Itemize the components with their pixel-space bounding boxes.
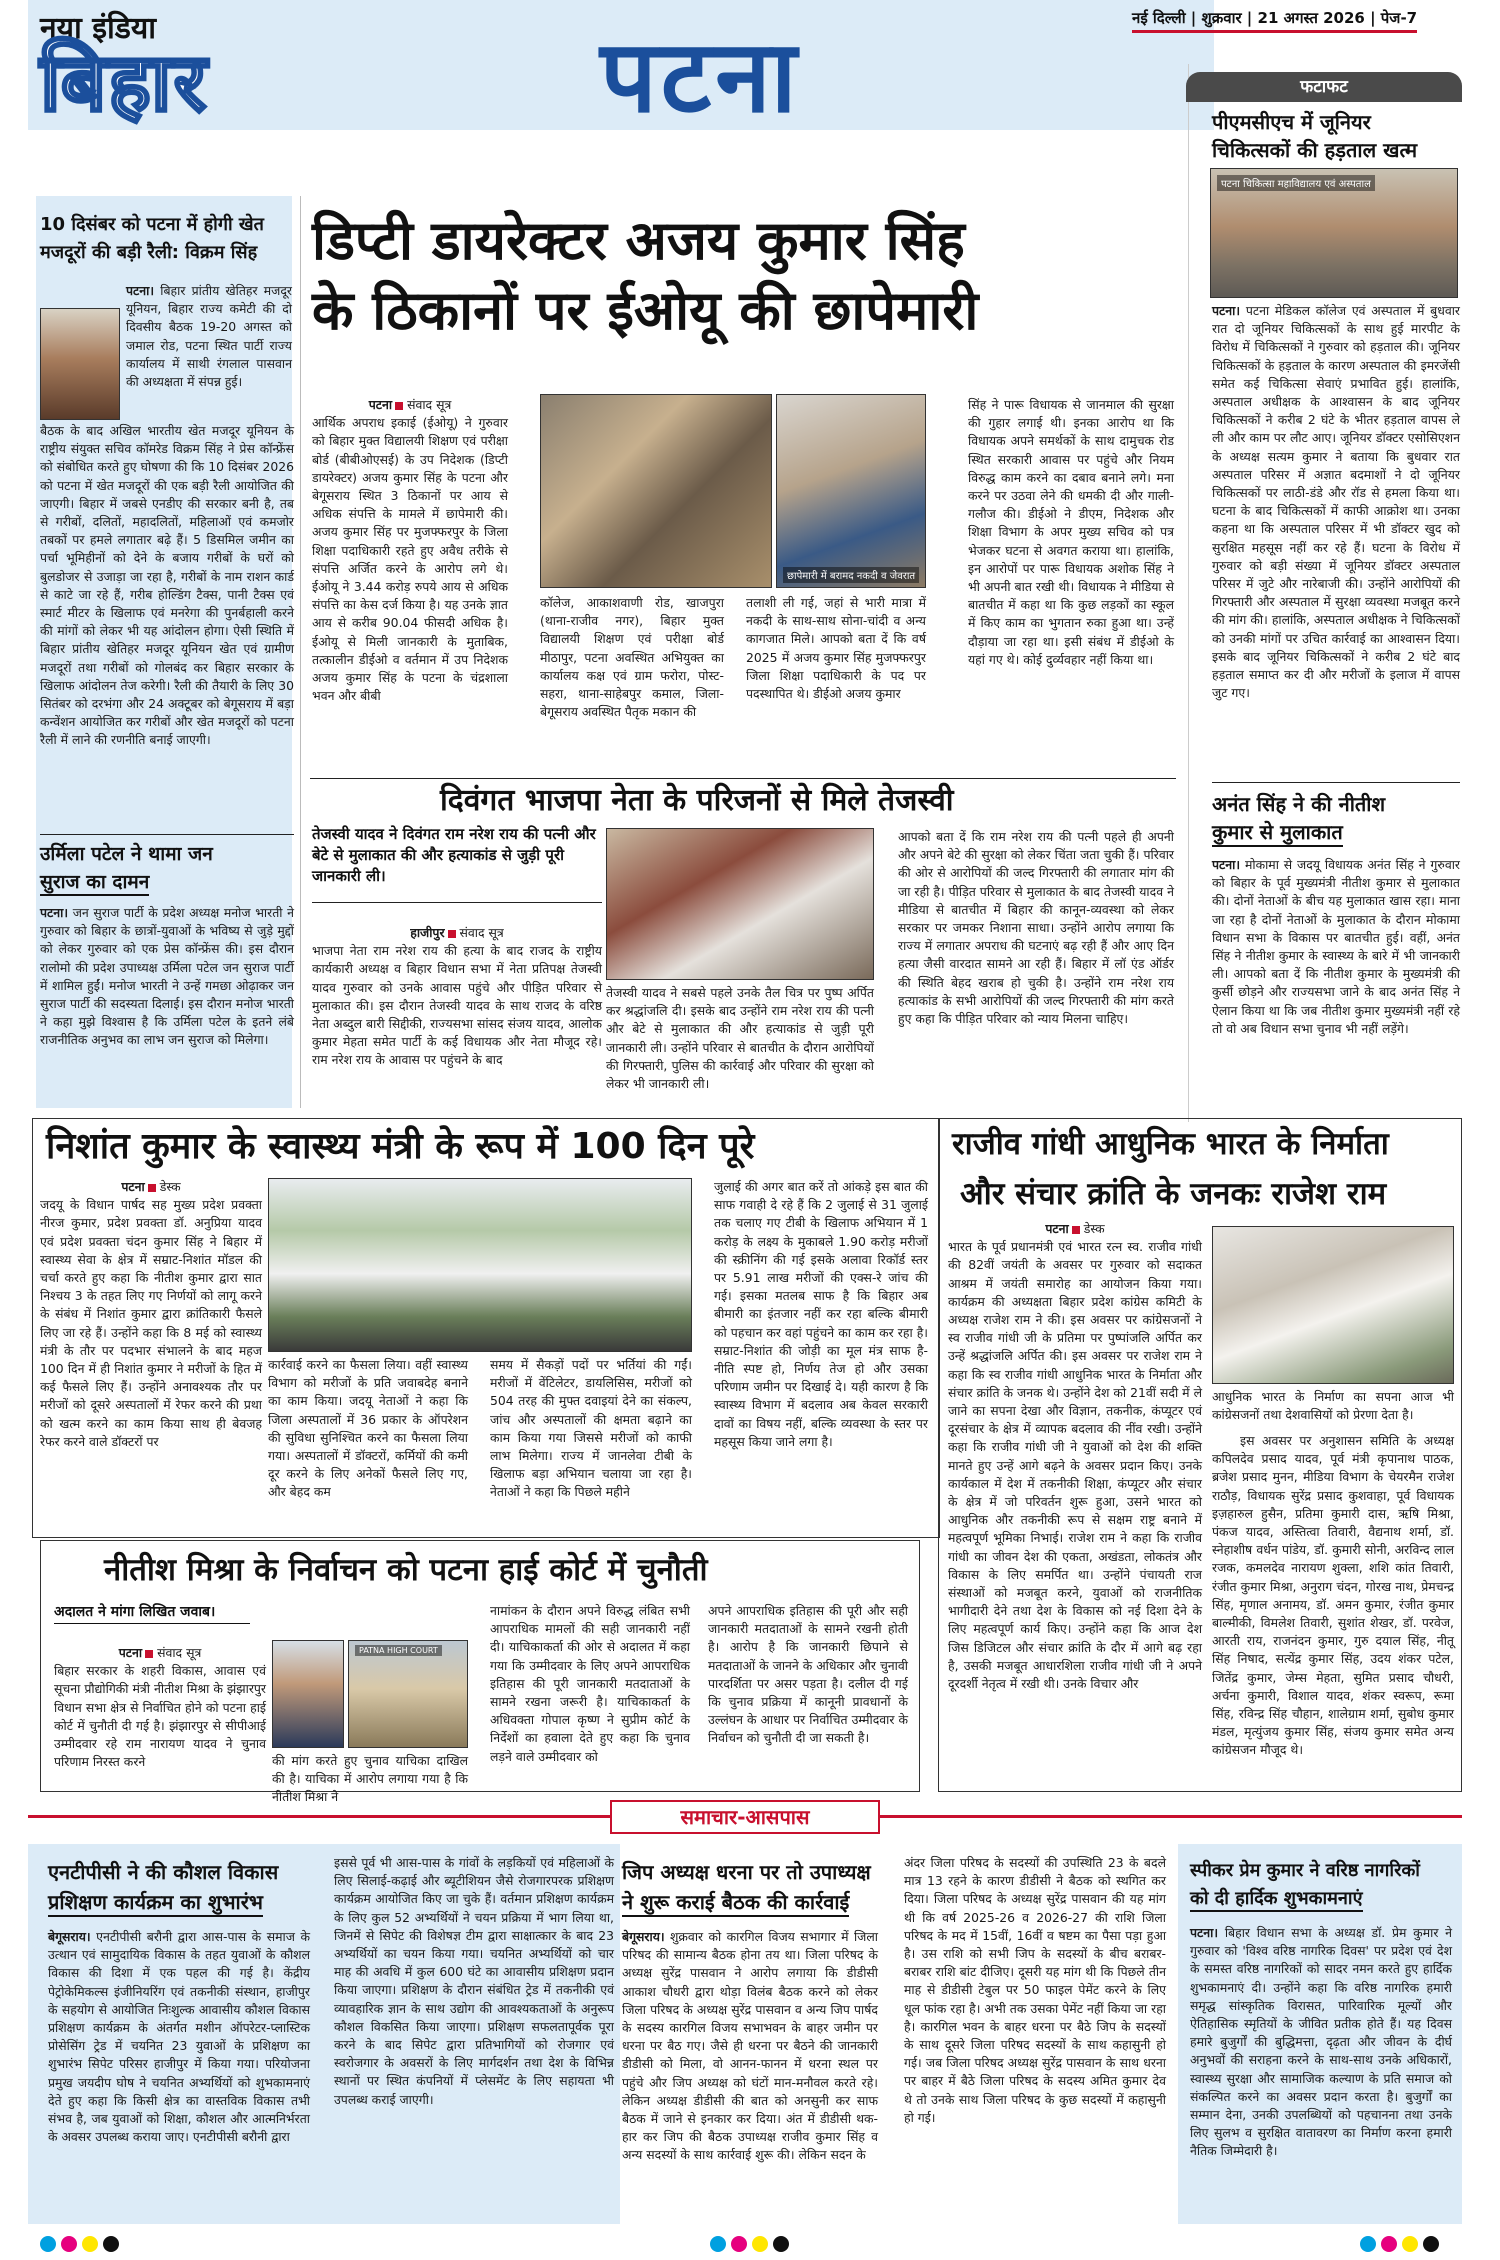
brand-state: बिहार — [40, 36, 209, 129]
lead-col-3 — [746, 594, 926, 786]
tejashwi-byline — [312, 924, 602, 942]
nishant-text-4: जुलाई की अगर बात करें तो आंकड़े इस बात की साफ गवाही दे रहे हैं कि 2 जुलाई से 31 जुलाई तक चलाए गए टीबी के खिलाफ अभियान में 1 करोड़ के लक्ष्य के मुकाबले 1.90 करोड़ मरीजों की स्क्रीनिंग की गई इसके अलावा रिकॉर्ड स्तर पर 5.91 लाख मरीजों की एक्स-रे जांच की गई। इसका मतलब साफ है कि बिहार अब बीमारी का इंतजार नहीं कर रहा बल्कि बीमारी को पहचान कर वहां पहुंचने का काम कर रहा है। सम्राट-निशांत की जोड़ी का मूल मंत्र साफ है-नीति स्पष्ट हो, निर्णय तेज हो और उसका परिणाम जमीन पर दिखाई दे। यही कारण है कि स्वास्थ्य विभाग में बदलाव अब केवल सरकारी दावों का विषय नहीं, बल्कि व्यवस्था के स्तर पर महसूस किया जाने लगा है। — [714, 1179, 928, 1449]
nishant-col-2 — [268, 1356, 468, 1532]
rally-text: बैठक के बाद अखिल भारतीय खेत मजदूर यूनियन के राष्ट्रीय संयुक्त सचिव कॉमरेड विक्रम सिंह ने प्रेस कॉन्फ्रेंस को संबोधित करते हुए घोषणा की कि 10 दिसंबर 2026 को पटना में खेत मजदूरों की एक बड़ी रैली आयोजित की जाएगी। बिहार में जबसे एनडीए की सरकार बनी है, तब से गरीबों, दलितों, महादलितों, महिलाओं एवं कमजोर तबकों पर हमले लगातार बढ़े हैं। 5 डिसमिल जमीन का पर्चा भूमिहीनों को देने के बजाय गरीबों के घरों को बुलडोजर से उजाड़ा जा रहा है, गरीबों के नाम राशन कार्ड से काटे जा रहे हैं, गरीब होल्डिंग टैक्स, पानी टैक्स एवं स्मार्ट मीटर के खिलाफ एवं मनरेगा की पुनर्बहाली करने की मांगों को लेकर भी यह आंदोलन होगा। ऐसी स्थिति में बिहार प्रांतीय खेतिहर मजदूर यूनियन खेत एवं ग्रामीण मजदूरों तथा गरीबों को गोलबंद कर बिहार सरकार के खिलाफ आंदोलन तेज करेगी। रैली की तैयारी के लिए 30 सितंबर को दरभंगा और 24 अक्टूबर को बेगूसराय में बड़ा कन्वेंशन आयोजित कर गरीबों और खेत मजदूरों को पटना रैली में लाने की रणनीति बनाई जाएगी। — [40, 423, 294, 748]
nishant-byline — [40, 1178, 262, 1196]
zila-text-2: अंदर जिला परिषद के सदस्यों की उपस्थिति 23 के बदले मात्र 13 रहने के कारण डीडीसी ने बैठक को स्थगित कर दिया। जिला परिषद के अध्यक्ष सुरेंद्र पासवान की यह मांग थी कि वर्ष 2025-26 व 2026-27 की राशि जिला परिषद के मद में 15वीं, 16वीं व षष्टम का पैसा पड़ा हुआ है। उस राशि को सभी जिप के सदस्यों के बीच बराबर-बराबर राशि बांट दीजिए। दूसरी यह मांग थी कि पिछले तीन माह से डीडीसी टेबुल पर 50 फाइल पेमेंट करने के लिए धूल फांक रहा है। अभी तक उसका पेमेंट नहीं किया जा रहा है। कारगिल भवन के बाहर धरना पर बैठे जिप के सदस्यों के साथ दूसरे जिला परिषद सदस्यों के साथ कहासुनी हो गई। जब जिला परिषद अध्यक्ष सुरेंद्र पासवान के साथ धरना पर बाहर में बैठे जिला परिषद के सदस्य अमित कुमार देव थे तो उनके साथ जिला परिषद के कुछ सदस्यों में कहासुनी हो गई। — [904, 1855, 1166, 2125]
urmila-body — [40, 904, 294, 1104]
nishant-col-1 — [40, 1178, 262, 1532]
rajiv-byline — [948, 1220, 1202, 1238]
mishra-photo-caption: PATNA HIGH COURT — [355, 1645, 442, 1656]
nishant-dateline: पटना — [121, 1179, 145, 1194]
registration-marks-left — [40, 2236, 124, 2256]
fatafat-photo — [1210, 168, 1458, 298]
mishra-col-2 — [490, 1602, 690, 1788]
lead-col-2 — [540, 594, 724, 786]
nishant-col-3 — [490, 1356, 692, 1532]
zila-col-1 — [622, 1928, 878, 2220]
urmila-headline-2: सुराज का दामन — [40, 868, 149, 896]
mishra-source: संवाद सूत्र — [157, 1645, 202, 1660]
speaker-body — [1190, 1924, 1452, 2220]
rally-body — [40, 422, 294, 832]
tejashwi-deck-rule — [312, 902, 602, 903]
nishant-col-4 — [714, 1178, 928, 1532]
rajiv-col-2-top — [1212, 1388, 1454, 1428]
lead-photo-2 — [776, 394, 926, 588]
rajiv-col-1 — [948, 1220, 1202, 1788]
rally-body-top — [126, 282, 292, 420]
rally-dateline: पटना। — [126, 283, 155, 298]
mishra-photo-court — [348, 1640, 468, 1748]
mishra-headline: नीतीश मिश्रा के निर्वाचन को पटना हाई कोर्ट में चुनौती — [104, 1552, 708, 1588]
anant-headline-2: कुमार से मुलाकात — [1212, 818, 1343, 847]
rally-text-top: बिहार प्रांतीय खेतिहर मजदूर यूनियन, बिहार राज्य कमेटी की दो दिवसीय बैठक 19-20 अगस्त को जमाल रोड, पटना स्थित पार्टी राज्य कार्यालय में साथी रंगलाल पासवान की अध्यक्षता में संपन्न हुई। — [126, 283, 292, 390]
speaker-text: बिहार विधान सभा के अध्यक्ष डॉ. प्रेम कुमार ने गुरुवार को 'विश्व वरिष्ठ नागरिक दिवस' पर प्रदेश एवं देश के समस्त वरिष्ठ नागरिकों को सादर नमन करते हुए हार्दिक शुभकामनाएं दी। उन्होंने कहा कि वरिष्ठ नागरिक हमारी समृद्ध सांस्कृतिक विरासत, पारिवारिक मूल्यों और ऐतिहासिक स्मृतियों के जीवित प्रतीक होते हैं। यह दिवस हमारे बुजुर्गों की बुद्धिमत्ता, दृढ़ता और जीवन के दीर्घ अनुभवों की सराहना करने के साथ-साथ उनके अधिकारों, स्वास्थ्य सुरक्षा और सामाजिक कल्याण के प्रति समाज को संकल्पित करने का अवसर प्रदान करता है। बुजुर्गों का सम्मान देना, उनकी उपलब्धियों को पहचानना तथा उनके लिए सुलभ व सुरक्षित वातावरण का निर्माण करना हमारी नैतिक जिम्मेदारी है। — [1190, 1925, 1452, 2159]
tejashwi-col-1 — [312, 924, 602, 1114]
tejashwi-text-3: आपको बता दें कि राम नरेश राय की पत्नी पहले ही अपनी और अपने बेटे की सुरक्षा को लेकर चिंता जता चुकी हैं। परिवार की ओर से आरोपियों की जल्द गिरफ्तारी की लगातार मांग की जा रही है। पीड़ित परिवार से मुलाकात के बाद तेजस्वी यादव ने मीडिया से बातचीत में बिहार की कानून-व्यवस्था को लेकर सरकार पर जमकर निशाना साधा। उन्होंने आरोप लगाया कि राज्य में लगातार अपराध की घटनाएं बढ़ रही हैं और आए दिन हत्या जैसी वारदात सामने आ रही हैं। बिहार में लॉ एंड ऑर्डर की स्थिति बेहद खराब हो चुकी है। उन्होंने राम नरेश राय हत्याकांड के सभी आरोपियों की जल्द गिरफ्तारी की मांग करते हुए कहा कि पीड़ित परिवार को न्याय मिलना चाहिए। — [898, 829, 1174, 1027]
mishra-text-3: अपने आपराधिक इतिहास की पूरी और सही जानकारी मतदाताओं के सामने रखनी होती है। आरोप है कि जानकारी छिपाने से मतदाताओं के जानने के अधिकार और चुनावी पारदर्शिता पर असर पड़ता है। दलील दी गई कि चुनाव प्रक्रिया में कानूनी प्रावधानों के उल्लंघन के आधार पर निर्वाचित उम्मीदवार के निर्वाचन को चुनौती दी जा सकती है। — [708, 1603, 908, 1746]
rajiv-headline-1: राजीव गांधी आधुनिक भारत के निर्माता — [952, 1126, 1389, 1162]
urmila-headline-1: उर्मिला पटेल ने थामा जन — [40, 843, 213, 865]
fatafat-headline-1: पीएमसीएच में जूनियर — [1212, 110, 1371, 134]
ntpc-headline-2: प्रशिक्षण कार्यक्रम का शुभारंभ — [48, 1888, 263, 1917]
mishra-dateline: पटना — [118, 1645, 143, 1660]
dateline: नई दिल्ली | शुक्रवार | 21 अगस्त 2026 | पेज-7 — [1132, 8, 1417, 33]
lead-headline-2: के ठिकानों पर ईओयू की छापेमारी — [312, 279, 979, 342]
rally-photo — [40, 308, 120, 420]
tejashwi-source: संवाद सूत्र — [459, 925, 504, 940]
rajiv-photo — [1212, 1226, 1454, 1384]
mishra-text-1b: की मांग करते हुए चुनाव याचिका दाखिल की है। याचिका में आरोप लगाया गया है कि नीतीश मिश्रा ने — [272, 1753, 468, 1805]
nishant-source: डेस्क — [159, 1179, 181, 1194]
zila-text-1: शुक्रवार को कारगिल विजय सभागार में जिला परिषद की सामान्य बैठक होना तय था। जिला परिषद के अध्यक्ष सुरेंद्र पासवान ने आरोप लगाया कि डीडीसी आकाश चौधरी द्वारा थोड़ा विलंब बैठक करने को लेकर जिला परिषद के अध्यक्ष सुरेंद्र पासवान व अन्य जिप पार्षद के सदस्य कारगिल विजय सभाभवन के बाहर जमीन पर धरना पर बैठ गए। जैसे ही धरना पर बैठने की जानकारी डीडीसी को मिला, वो आनन-फानन में धरना स्थल पर पहुंचे और जिप अध्यक्ष को घंटों मान-मनौवल करते रहे। लेकिन अध्यक्ष डीडीसी की बात को अनसुनी कर साफ बैठक में जाने से इनकार कर दिया। अंत में डीडीसी थक-हार कर जिप की बैठक उपाध्यक्ष राजीव कुमार सिंह व अन्य सदस्यों के साथ कार्रवाई शुरू की। लेकिन सदन के — [622, 1929, 878, 2163]
ntpc-col-1 — [48, 1928, 310, 2220]
nishant-text-1: जदयू के विधान पार्षद सह मुख्य प्रदेश प्रवक्ता नीरज कुमार, प्रदेश प्रवक्ता डॉ. अनुप्रिया यादव एवं प्रदेश प्रवक्ता चंदन कुमार सिंह ने बिहार में स्वास्थ्य सेवा के क्षेत्र में सम्राट-निशांत मॉडल की चर्चा करते हुए कहा कि नीतीश कुमार द्वारा सात निश्चय 3 के तहत लिए गए निर्णयों को लागू करने के संबंध में निशांत कुमार द्वारा क्रांतिकारी फैसले लिए जा रहे हैं। उन्होंने कहा कि 8 मई को स्वास्थ्य मंत्री के तौर पर पदभार संभालने के बाद महज 100 दिन में ही निशांत कुमार ने मरीजों के हित में कई फैसले लिए हैं। उन्होंने अनावश्यक तौर पर मरीजों को दूसरे अस्पतालों में रेफर करने की प्रथा को खत्म करने का काम किया साथ ही बेवजह रेफर करने वाले डॉक्टरों पर — [40, 1197, 262, 1449]
rajiv-text-1: भारत के पूर्व प्रधानमंत्री एवं भारत रत्न स्व. राजीव गांधी की 82वीं जयंती के अवसर पर गुरुवार को सदाकत आश्रम में जयंती समारोह का आयोजन किया गया। कार्यक्रम की अध्यक्षता बिहार प्रदेश कांग्रेस कमिटी के अध्यक्ष राजेश राम ने की। इस अवसर पर कांग्रेसजनों ने स्व राजीव गांधी जी के प्रतिमा पर पुष्पांजलि अर्पित कर उन्हें श्रद्धांजलि अर्पित की। इस अवसर पर राजेश राम ने कहा कि स्व राजीव गांधी आधुनिक भारत के निर्माता और संचार क्रांति के जनक थे। उन्होंने देश को 21वीं सदी में ले जाने का सपना देखा और विज्ञान, तकनीक, कंप्यूटर एवं दूरसंचार के क्षेत्र में व्यापक बदलाव की नींव रखी। उन्होंने कहा कि राजीव गांधी जी ने युवाओं को देश की शक्ति मानते हुए उन्हें आगे बढ़ने के अवसर प्रदान किए। उनके कार्यकाल में देश में तकनीकी शिक्षा, कंप्यूटर और संचार के क्षेत्र में जो परिवर्तन शुरू हुआ, उसने भारत को आधुनिक और तकनीकी रूप से सक्षम राष्ट्र बनाने में महत्वपूर्ण भूमिका निभाई। राजेश राम ने कहा कि राजीव गांधी का जीवन देश की एकता, अखंडता, लोकतंत्र और विकास के लिए समर्पित था। उन्होंने पंचायती राज संस्थाओं को मजबूत करने, युवाओं को राजनीतिक भागीदारी देने तथा देश के विकास को नई दिशा देने के लिए महत्वपूर्ण कार्य किए। उन्होंने कहा कि आज देश जिस डिजिटल और संचार क्रांति के दौर में आगे बढ़ रहा है, उसकी मजबूत आधारशिला राजीव गांधी जी ने अपने दूरदर्शी नेतृत्व में रखी थी। उनके विचार और — [948, 1239, 1202, 1692]
nishant-text-2: कार्रवाई करने का फैसला लिया। वहीं स्वास्थ्य विभाग को मरीजों के प्रति जवाबदेह बनाने का काम किया। जदयू नेताओं ने कहा कि जिला अस्पतालों में 36 प्रकार के ऑपरेशन की सुविधा सुनिश्चित करने का फैसला लिया गया। अस्पतालों में डॉक्टरों, कर्मियों की कमी दूर करने के लिए अनेकों फैसले लिए गए, और बेहद कम — [268, 1357, 468, 1500]
rajiv-text-2-top: आधुनिक भारत के निर्माण का सपना आज भी कांग्रेसजनों तथा देशवासियों को प्रेरणा देता है। — [1212, 1389, 1454, 1423]
ntpc-dateline: बेगूसराय। — [48, 1929, 91, 1944]
registration-marks-right — [1360, 2236, 1444, 2256]
lead-text-3: तलाशी ली गई, जहां से भारी मात्रा में नकदी के साथ-साथ सोना-चांदी व अन्य कागजात मिले। आपको बता दें कि वर्ष 2025 में अजय कुमार सिंह मुजफ्फरपुर जिला शिक्षा पदाधिकारी के पद पर पदस्थापित थे। डीईओ अजय कुमार — [746, 595, 926, 702]
tejashwi-top-rule — [310, 778, 1176, 779]
zila-col-2 — [904, 1854, 1166, 2220]
lead-dateline: पटना — [368, 397, 393, 412]
nishant-headline: निशांत कुमार के स्वास्थ्य मंत्री के रूप में 100 दिन पूरे — [46, 1126, 755, 1167]
lead-text-2: कॉलेज, आकाशवाणी रोड, खाजपुरा (थाना-राजीव नगर), बिहार मुक्त विद्यालयी शिक्षण एवं परीक्षा बोर्ड मीठापुर, पटना अवस्थित अभियुक्त का कार्यालय कक्ष एवं ग्राम फरोरा, पोस्ट-सहरा, थाना-साहेबपुर कमाल, जिला-बेगूसराय अवस्थित पैतृक मकान की — [540, 595, 724, 720]
fatafat-body — [1212, 302, 1460, 772]
rajiv-text-2: इस अवसर पर अनुशासन समिति के अध्यक्ष कपिलदेव प्रसाद यादव, पूर्व मंत्री कृपानाथ पाठक, ब्रजेश प्रसाद मुनन, मीडिया विभाग के चेयरमैन राजेश राठौड़, विधायक सुरेंद्र प्रसाद कुशवाहा, पूर्व विधायक इज़हारुल हुसैन, प्रतिमा कुमारी दास, ऋषि मिश्रा, पंकज यादव, अस्तित्वा तिवारी, वैद्यनाथ शर्मा, डॉ. स्नेहाशीष वर्धन पांडेय, डॉ. कुमारी सोनी, अरविन्द लाल रजक, कमलदेव नारायण शुक्ला, शशि कांत तिवारी, रंजीत कुमार मिश्रा, अनुराग चंदन, गोरख नाथ, प्रेमचन्द्र सिंह, मृणाल अनामय, डॉ. अमन कुमार, रंजीत कुमार बाल्मीकी, विमलेश तिवारी, सुशांत शेखर, डॉ. परवेज, आरती राय, राजनंदन कुमार, गुरु दयाल सिंह, नीतू सिंह निषाद, सत्येंद्र कुमार सिंह, उदय शंकर पटेल, जितेंद्र कुमार, जेम्स मेहता, सुमित प्रसाद चौधरी, अर्चना कुमारी, विशाल यादव, शंकर स्वरूप, रूमा सिंह, रविन्द्र सिंह चौहान, शालेग्राम शर्मा, सुबोध कुमार मंडल, मृत्युंजय कुमार सिंह, संजय कुमार समेत अन्य कांग्रेसजन मौजूद थे। — [1212, 1433, 1454, 1758]
rajiv-col-2 — [1212, 1432, 1454, 1788]
anant-headline-1: अनंत सिंह ने की नीतीश — [1212, 792, 1386, 816]
lead-byline — [312, 396, 508, 414]
fatafat-text: पटना मेडिकल कॉलेज एवं अस्पताल में बुधवार रात दो जूनियर चिकित्सकों के साथ हुई मारपीट के विरोध में चिकित्सकों ने गुरुवार को हड़ताल की। जूनियर चिकित्सकों के हड़ताल के कारण अस्पताल की इमरजेंसी समेत कई चिकित्सा सेवाएं प्रभावित हुई। हालांकि, अस्पताल अधीक्षक के आश्वासन के बाद जूनियर चिकित्सकों ने करीब 2 घंटे के भीतर हड़ताल वापस ले ली और काम पर लौट आए। जूनियर डॉक्टर एसोसिएशन के अध्यक्ष सत्यम कुमार ने बताया कि बुधवार रात अस्पताल परिसर में अज्ञात बदमाशों ने दो जूनियर चिकित्सकों पर लाठी-डंडे और रॉड से हमला किया था। घटना के बाद चिकित्सकों में काफी आक्रोश था। उनका कहना था कि अस्पताल परिसर में भी डॉक्टर खुद को सुरक्षित महसूस नहीं कर रहे हैं। घटना के विरोध में गुरुवार को बड़ी संख्या में जूनियर डॉक्टर अस्पताल परिसर में जुटे और नारेबाजी की। उन्होंने आरोपियों की गिरफ्तारी और अस्पताल में सुरक्षा व्यवस्था मजबूत करने की मांग की। हालांकि, अस्पताल अधीक्षक ने चिकित्सकों को उनकी मांगों पर उचित कार्रवाई का आश्वासन दिया। इसके बाद जूनियर चिकित्सकों ने करीब 2 घंटे बाद हड़ताल समाप्त कर दी और मरीजों के इलाज में वापस जुट गए। — [1212, 303, 1460, 701]
nishant-photo — [268, 1178, 692, 1352]
mishra-col-3 — [708, 1602, 908, 1788]
speaker-dateline: पटना। — [1190, 1925, 1219, 1940]
lead-photo-caption: छापेमारी में बरामद नकदी व जेवरात — [783, 567, 919, 583]
fatafat-divider — [1212, 782, 1460, 783]
nishant-text-3: समय में सैकड़ों पदों पर भर्तियां की गईं। मरीजों में वेंटिलेटर, डायलिसिस, मरीजों को 504 तरह की मुफ्त दवाइयां देने का संकल्प, जांच और अस्पतालों की क्षमता बढ़ाने का काम किया गया जिससे मरीजों को काफी लाभ मिलेगा। राज्य में जानलेवा टीबी के खिलाफ बड़ा अभियान चलाया जा रहा है। नेताओं ने कहा कि पिछले महीने — [490, 1357, 692, 1500]
rajiv-headline-2: और संचार क्रांति के जनकः राजेश राम — [960, 1176, 1387, 1212]
rally-headline-2: मजदूरों की बड़ी रैली: विक्रम सिंह — [40, 242, 258, 263]
tejashwi-col-2 — [606, 984, 874, 1114]
mishra-col-1 — [54, 1644, 266, 1788]
urmila-text: जन सुराज पार्टी के प्रदेश अध्यक्ष मनोज भारती ने गुरुवार को बिहार के छात्रों-युवाओं के भविष्य से जुड़े मुद्दों को लेकर गुरुवार को एक प्रेस कॉन्फ्रेंस की। इस दौरान रालोमो की प्रदेश उपाध्यक्ष उर्मिला पटेल जन सुराज पार्टी में शामिल हुईं। मनोज भारती ने उन्हें गमछा ओढ़ाकर जन सुराज पार्टी की सदस्यता दिलाई। इस दौरान मनोज भारती ने कहा मुझे विश्वास है कि उर्मिला पटेल के इतने लंबे राजनीतिक अनुभव का लाभ जन सुराज को मिलेगा। — [40, 905, 294, 1048]
ntpc-headline-1: एनटीपीसी ने की कौशल विकास — [48, 1860, 279, 1884]
zila-headline-1: जिप अध्यक्ष धरना पर तो उपाध्यक्ष — [622, 1860, 871, 1884]
ntpc-text-1: एनटीपीसी बरौनी द्वारा आस-पास के समाज के उत्थान एवं सामुदायिक विकास के तहत युवाओं के कौशल विकास की दिशा में एक पहल की गई है। केंद्रीय पेट्रोकेमिकल्स इंजीनियरिंग एवं तकनीकी संस्थान, हाजीपुर के सहयोग से आयोजित निःशुल्क आवासीय कौशल विकास प्रशिक्षण कार्यक्रम के अंतर्गत मशीन ऑपरेटर-प्लास्टिक प्रोसेसिंग ट्रेड में चयनित 23 युवाओं के प्रशिक्षण का शुभारंभ सिपेट परिसर हाजीपुर में किया गया। परियोजना प्रमुख जयदीप घोष ने चयनित अभ्यर्थियों को शुभकामनाएं देते हुए कहा कि किसी क्षेत्र का वास्तविक विकास तभी संभव है, जब युवाओं को शिक्षा, कौशल और आत्मनिर्भरता के अवसर उपलब्ध कराया जाए। एनटीपीसी बरौनी द्वारा — [48, 1929, 310, 2145]
rally-headline-1: 10 दिसंबर को पटना में होगी खेत — [40, 214, 264, 235]
lead-text-1: आर्थिक अपराध इकाई (ईओयू) ने गुरुवार को बिहार मुक्त विद्यालयी शिक्षण एवं परीक्षा बोर्ड (बीबीओएसई) के उप निदेशक (डिप्टी डायरेक्टर) अजय कुमार सिंह के पटना और बेगूसराय स्थित 3 ठिकानों पर आय से अधिक संपत्ति के मामले में छापेमारी की। अजय कुमार सिंह पर मुजफ्फरपुर के जिला शिक्षा पदाधिकारी रहते हुए अवैध तरीके से संपत्ति अर्जित करने के आरोप लगे थे। ईओयू ने 3.44 करोड़ रुपये आय से अधिक संपत्ति का केस दर्ज किया है। यह उनके ज्ञात आय से करीब 90.04 फीसदी अधिक है। ईओयू से मिली जानकारी के मुताबिक, तत्कालीन डीईओ व वर्तमान में उप निदेशक अजय कुमार सिंह के पटना के चंद्रशाला भवन और बीबी — [312, 415, 508, 704]
tejashwi-col-3 — [898, 828, 1174, 1114]
registration-marks-center — [710, 2236, 794, 2256]
anant-dateline: पटना। — [1212, 857, 1241, 872]
ntpc-text-2: इससे पूर्व भी आस-पास के गांवों के लड़कियों एवं महिलाओं के लिए सिलाई-कढ़ाई और ब्यूटीशियन जैसे रोजगारपरक प्रशिक्षण कार्यक्रम आयोजित किए जा चुके हैं। वर्तमान प्रशिक्षण कार्यक्रम के लिए कुल 52 अभ्यर्थियों ने चयन प्रक्रिया में भाग लिया था, जिनमें से सिपेट की विशेषज्ञ टीम द्वारा साक्षात्कार के बाद 23 अभ्यर्थियों का चयन किया गया। चयनित अभ्यर्थियों को चार माह की अवधि में कुल 600 घंटे का आवासीय प्रशिक्षण प्रदान किया जाएगा। प्रशिक्षण के दौरान संबंधित ट्रेड में तकनीकी एवं व्यावहारिक ज्ञान के साथ उद्योग की आवश्यकताओं के अनुरूप कौशल विकसित किया जाएगा। प्रशिक्षण सफलतापूर्वक पूरा करने के बाद सिपेट द्वारा प्रतिभागियों को रोजगार एवं स्वरोजगार के अवसरों के लिए मार्गदर्शन तथा देश के विभिन्न स्थानों पर स्थित कंपनियों में प्लेसमेंट के लिए सहायता भी उपलब्ध कराई जाएगी। — [334, 1855, 614, 2107]
tejashwi-text-2: तेजस्वी यादव ने सबसे पहले उनके तैल चित्र पर पुष्प अर्पित कर श्रद्धांजलि दी। इसके बाद उन्होंने राम नरेश राय की पत्नी और बेटे से मुलाकात की और हत्याकांड से जुड़ी पूरी जानकारी ली। उन्होंने परिवार से बातचीत के दौरान आरोपियों की गिरफ्तारी, पुलिस की कार्रवाई और परिवार की सुरक्षा को लेकर भी जानकारी ली। — [606, 985, 874, 1092]
tejashwi-photo — [606, 828, 874, 980]
speaker-headline-2: को दी हार्दिक शुभकामनाएं — [1190, 1886, 1363, 1912]
lead-col-4 — [968, 396, 1174, 786]
left-col-rule — [300, 196, 301, 1108]
brand-city: पटना — [600, 18, 801, 135]
mishra-byline — [54, 1644, 266, 1662]
fatafat-photo-caption: पटना चिकित्सा महाविद्यालय एवं अस्पताल — [1217, 175, 1375, 191]
fatafat-tag: फटाफट — [1186, 72, 1462, 102]
lead-text-4: सिंह ने पारू विधायक से जानमाल की सुरक्षा की गुहार लगाई थी। इनका आरोप था कि विधायक अपने समर्थकों के साथ दामुचक रोड स्थित सरकारी आवास पर पहुंचे और नियम विरुद्ध काम करने का दबाव बनाने लगे। मना करने पर उठवा लेने की धमकी दी और गाली-गलौज की। डीईओ ने डीएम, निदेशक और शिक्षा विभाग के अपर मुख्य सचिव को पत्र भेजकर घटना से अवगत कराया था। हालांकि, इन आरोपों पर पारू विधायक अशोक सिंह ने भी अपनी बात रखी थी। विधायक ने मीडिया से बातचीत में कहा था कि कुछ लड़कों का स्कूल में किए काम का भुगतान रुका हुआ था। उन्हें दौड़ाया जा रहा था। इसी संबंध में डीईओ के यहां गए थे। कोई दुर्व्यवहार नहीं किया था। — [968, 397, 1174, 667]
rajiv-source: डेस्क — [1083, 1221, 1105, 1236]
mishra-text-1: बिहार सरकार के शहरी विकास, आवास एवं सूचना प्रौद्योगिकी मंत्री नीतीश मिश्रा के झंझारपुर विधान सभा क्षेत्र से निर्वाचित होने को पटना हाई कोर्ट में चुनौती दी गई है। झंझारपुर से सीपीआई उम्मीदवार रहे राम नारायण यादव ने चुनाव परिणाम निरस्त करने — [54, 1663, 266, 1770]
zila-headline-2: ने शुरू कराई बैठक की कार्रवाई — [622, 1888, 849, 1917]
lead-headline-1: डिप्टी डायरेक्टर अजय कुमार सिंह — [312, 209, 965, 272]
tejashwi-deck: तेजस्वी यादव ने दिवंगत राम नरेश राय की पत्नी और बेटे से मुलाकात की और हत्याकांड से जुड़ी पूरी जानकारी ली। — [312, 825, 596, 885]
speaker-headline-1: स्पीकर प्रेम कुमार ने वरिष्ठ नागरिकों — [1190, 1860, 1420, 1881]
lead-photo-1 — [540, 394, 772, 588]
tejashwi-dateline: हाजीपुर — [410, 925, 445, 940]
brand-small: नया इंडिया — [40, 11, 156, 46]
lead-source: संवाद सूत्र — [407, 397, 452, 412]
lead-col-1 — [312, 396, 508, 784]
zila-dateline: बेगूसराय। — [622, 1929, 665, 1944]
tejashwi-text-1: भाजपा नेता राम नरेश राय की हत्या के बाद राजद के राष्ट्रीय कार्यकारी अध्यक्ष व बिहार विधान सभा में नेता प्रतिपक्ष तेजस्वी यादव गुरुवार को उनके आवास पहुंचे और पीड़ित परिवार से मुलाकात की। इस दौरान तेजस्वी यादव के साथ राजद के वरिष्ठ नेता अब्दुल बारी सिद्दीकी, राज्यसभा सांसद संजय यादव, आलोक कुमार मेहता समेत पार्टी के कई विधायक और नेता मौजूद रहे। राम नरेश राय के आवास पर पहुंचने के बाद — [312, 943, 602, 1068]
ntpc-col-2 — [334, 1854, 614, 2220]
mishra-photo-portrait — [272, 1640, 344, 1748]
mishra-col-1b — [272, 1752, 468, 1805]
urmila-divider — [40, 834, 294, 835]
anant-body — [1212, 856, 1460, 1118]
tejashwi-headline: दिवंगत भाजपा नेता के परिजनों से मिले तेजस्वी — [440, 783, 954, 818]
urmila-dateline: पटना। — [40, 905, 69, 920]
rajiv-dateline: पटना — [1045, 1221, 1069, 1236]
fatafat-headline-2: चिकित्सकों की हड़ताल खत्म — [1212, 138, 1418, 162]
mishra-deck: अदालत ने मांगा लिखित जवाब। — [54, 1602, 250, 1624]
anant-text: मोकामा से जदयू विधायक अनंत सिंह ने गुरुवार को बिहार के पूर्व मुख्यमंत्री नीतीश कुमार से मुलाकात की। दोनों नेताओं के बीच यह मुलाकात खास रहा। माना जा रहा है दोनों नेताओं के मुलाकात के दौरान मोकामा विधान सभा के विकास पर बातचीत हुई। वहीं, अनंत सिंह ने नीतीश कुमार के स्वास्थ्य के बारे में भी जानकारी ली। आपको बता दें कि नीतीश कुमार के मुख्यमंत्री की कुर्सी छोड़ने और राज्यसभा जाने के बाद अनंत सिंह ने ऐलान किया था कि जब नीतीश कुमार मुख्यमंत्री नहीं रहे तो वो अब विधान सभा चुनाव भी नहीं लड़ेंगे। — [1212, 857, 1460, 1036]
mishra-text-2: नामांकन के दौरान अपने विरुद्ध लंबित सभी आपराधिक मामलों की सही जानकारी नहीं दी। याचिकाकर्ता की ओर से अदालत में कहा गया कि उम्मीदवार के लिए अपने आपराधिक इतिहास की पूरी जानकारी मतदाताओं के सामने रखना जरूरी है। याचिकाकर्ता के अधिवक्ता गोपाल कृष्ण ने सुप्रीम कोर्ट के निर्देशों का हवाला देते हुए कहा कि चुनाव लड़ने वाले उम्मीदवार को — [490, 1603, 690, 1764]
samachar-band: समाचार-आसपास — [610, 1800, 880, 1834]
fatafat-dateline: पटना। — [1212, 303, 1241, 318]
